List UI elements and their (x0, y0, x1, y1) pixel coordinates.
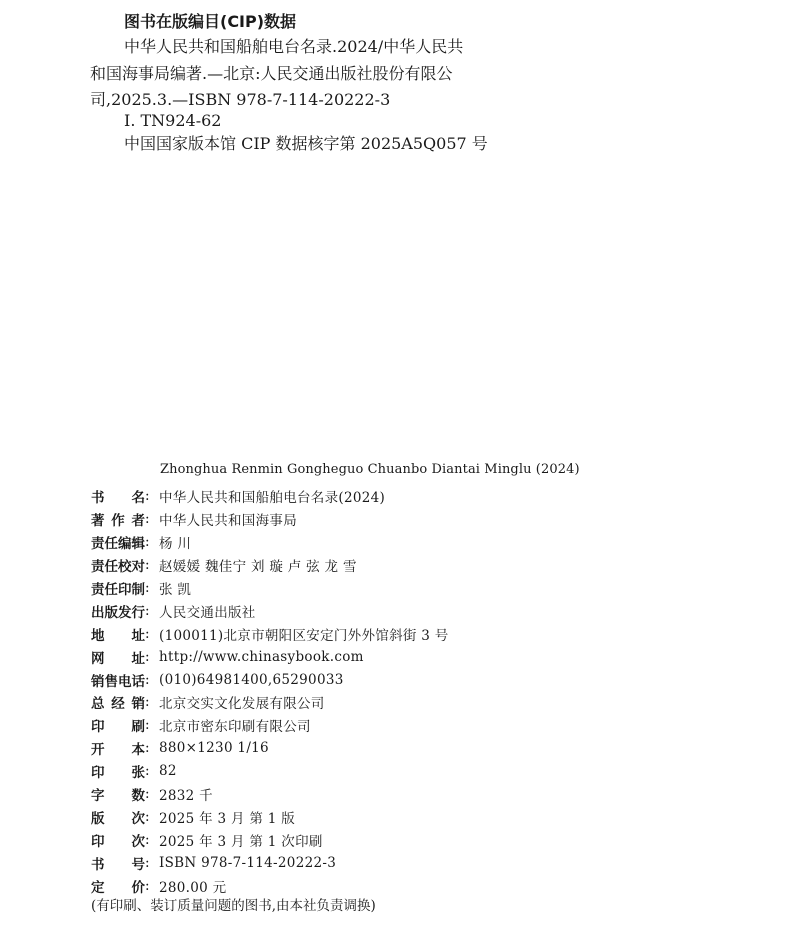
colophon-row (91, 737, 751, 760)
colophon-row (91, 508, 751, 531)
colophon-label: 著 作 者 (91, 513, 145, 530)
colophon-value: 280.00 元 (159, 879, 227, 896)
colophon-label: 销 售 电 话 (91, 673, 145, 690)
colophon-row (91, 805, 751, 828)
colophon-label: 总 经 销 (91, 696, 145, 713)
colophon-value: http://www.chinasybook.com (159, 648, 364, 665)
colophon-label: 责 任 编 辑 (91, 536, 145, 553)
colophon-value: 北京交实文化发展有限公司 (159, 696, 325, 713)
colophon-row (91, 714, 751, 737)
colophon-value: 880×1230 1/16 (159, 740, 269, 757)
colophon-separator: : (145, 808, 150, 825)
colophon-separator: : (145, 488, 150, 505)
footer-note: (有印刷、装订质量问题的图书,由本社负责调换) (91, 898, 376, 914)
colophon-value: 人民交通出版社 (159, 604, 256, 621)
colophon-label: 网 址 (91, 650, 145, 667)
cip-line-3: 司,2025.3.—ISBN 978-7-114-20222-3 (90, 90, 391, 109)
cip-line-4: Ⅰ. TN924-62 (124, 111, 222, 130)
cip-line-1: 中华人民共和国船舶电台名录.2024/中华人民共 (124, 37, 464, 56)
colophon-label: 责 任 校 对 (91, 559, 145, 576)
colophon-value: 2832 千 (159, 788, 213, 805)
colophon-value: 赵媛媛 魏佳宁 刘 璇 卢 弦 龙 雪 (159, 559, 357, 576)
english-title: Zhonghua Renmin Gongheguo Chuanbo Diantai Minglu (2024) (160, 462, 580, 477)
colophon-label: 印 刷 (91, 719, 145, 736)
colophon-value: 中华人民共和国海事局 (159, 513, 297, 530)
colophon-value: 82 (159, 763, 177, 780)
colophon-label: 责 任 印 制 (91, 582, 145, 598)
colophon-value: 张 凯 (159, 582, 192, 598)
colophon-row (91, 622, 751, 645)
colophon-row (91, 554, 751, 577)
colophon-label: 印 张 (91, 765, 145, 782)
colophon-value: (010)64981400,65290033 (159, 671, 344, 688)
cip-line-2: 和国海事局编著.—北京:人民交通出版社股份有限公 (90, 64, 453, 83)
colophon-row (91, 531, 751, 554)
cip-heading: 图书在版编目(CIP)数据 (124, 12, 297, 31)
colophon-separator: : (145, 786, 150, 803)
colophon-value: (100011)北京市朝阳区安定门外外馆斜街 3 号 (159, 627, 449, 644)
colophon-separator: : (145, 534, 150, 551)
colophon-label: 开 本 (91, 742, 145, 759)
colophon-row (91, 485, 751, 508)
colophon-label: 版 次 (91, 810, 145, 827)
colophon-separator: : (145, 557, 150, 574)
colophon-row (91, 577, 751, 600)
colophon-value: ISBN 978-7-114-20222-3 (159, 854, 337, 871)
colophon-row (91, 691, 751, 714)
colophon-label: 出 版 发 行 (91, 604, 145, 621)
colophon-separator: : (145, 763, 150, 780)
colophon-row (91, 760, 751, 783)
colophon-row (91, 645, 751, 668)
colophon-value: 杨 川 (159, 536, 192, 553)
colophon-separator: : (145, 511, 150, 528)
colophon-label: 书 号 (91, 856, 145, 873)
colophon-label: 书 名 (91, 490, 145, 507)
colophon-separator: : (145, 717, 150, 734)
colophon-separator: : (145, 877, 150, 894)
colophon-value: 2025 年 3 月 第 1 次印刷 (159, 833, 323, 850)
colophon-separator: : (145, 648, 150, 665)
colophon-label: 印 次 (91, 833, 145, 850)
cip-line-5: 中国国家版本馆 CIP 数据核字第 2025A5Q057 号 (124, 134, 488, 153)
colophon-separator: : (145, 602, 150, 619)
colophon-separator: : (145, 740, 150, 757)
colophon-row (91, 828, 751, 851)
colophon-row (91, 783, 751, 806)
colophon-value: 中华人民共和国船舶电台名录(2024) (159, 490, 386, 507)
colophon-table (91, 485, 751, 897)
colophon-separator: : (145, 671, 150, 688)
colophon-value: 北京市密东印刷有限公司 (159, 719, 311, 736)
colophon-separator: : (145, 694, 150, 711)
colophon-separator: : (145, 625, 150, 642)
colophon-separator: : (145, 580, 150, 596)
colophon-separator: : (145, 854, 150, 871)
colophon-value: 2025 年 3 月 第 1 版 (159, 810, 296, 827)
colophon-label: 地 址 (91, 627, 145, 644)
colophon-row (91, 668, 751, 691)
colophon-label: 定 价 (91, 879, 145, 896)
colophon-separator: : (145, 831, 150, 848)
colophon-label: 字 数 (91, 788, 145, 805)
colophon-row (91, 851, 751, 874)
colophon-row (91, 599, 751, 622)
